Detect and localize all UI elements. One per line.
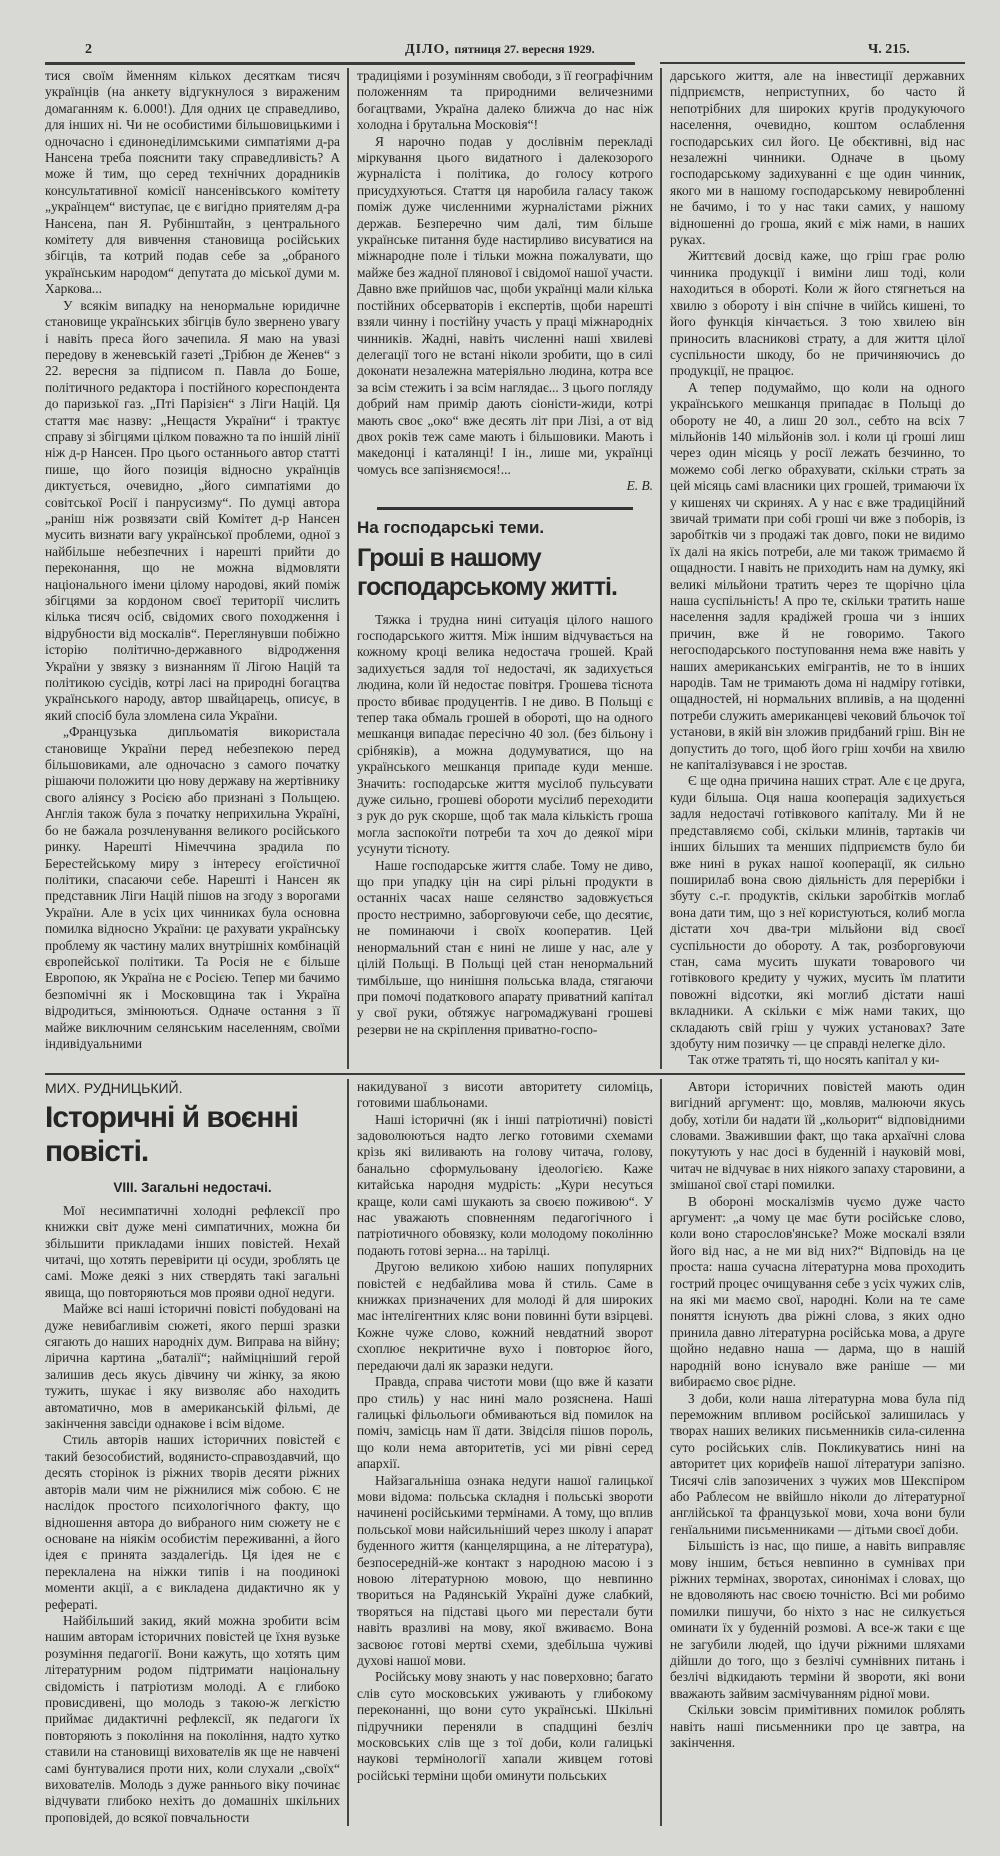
- article-subtitle: VIII. Загальні недостачі.: [113, 1179, 272, 1195]
- paragraph: А тепер подумаймо, що коли на одного українського мешканця припадає в Польщі до обороту не 40, а лиш 20 зол., себто на всіх 7 мільйонів 140 мільйонів зол. і коли ці гроші лиш через один місяць у росії лежать безчинно, то можемо собі легко обрахувати, скільки страть за цей місяць самі власники цих грошей, тримаючи їх у кишенях чи скринях. А у нас є вже традиційний звичай тримати при собі гроші чи вже з поборів, із заробітків чи з продажі так довго, поки не видимо їх далі на якісь потреби, але ми також тримаємо й ощадности. І навіть не приходить нам на думку, які великі мільйони тратить через те щорічно ціла наша суспільність! А про те, скільки тратить наше населення задля крадіжей гроша чи з інших причин, вже й не говоримо. Такого негосподарського поступовання нема вже навіть у наших американських емігрантів, не то в інших народів. Там не тримають дома ні надміру готівки, ощадностей, ні нормальних впливів, а на щоденні потреби служить американцеві чековий бльочок тої установи, в якій він зложив придбаний гріш. Він не допустить до того, щоб його гріш хочби на хвилю не капіталізувався і не зростав.: [670, 379, 965, 773]
- paragraph: Найбільший закид, який можна зробити всім нашим авторам історичних повістей це їхня вузьке розуміння педагогії. Вони кажуть, що хотять цим літературним родом підтримати національну свідомість і патріотизм молоді. А є глибоко провисдивені, що молодь з такою-ж легкістю приймає дидактичні рефлексії, як педагоги їх повторяють з покоління на покоління, надто хутко ставили на становищі вихователів як ще не навчені самі бунтувалися проти них, коли слухали „своїх“ вихователів. Молодь з дуже раннього віку починає відчувати глибоко нехіть до домашніх шкільних проповідей, до всякої повчальности: [45, 1612, 340, 1825]
- paragraph: Російську мову знають у нас поверховно; багато слів суто московських уживають у глибокому переконанні, що вони суто українські. Шкільні підручники переняли в спадщині безліч московських слів ще з тої доби, коли галицькі наукові термінології хапали живцем готові російські терміни щоби оминути польських: [357, 1669, 653, 1783]
- bottom-left-column: [45, 1079, 347, 1826]
- paragraph: Стиль авторів наших історичних повістей є такий безособистий, водянисто-справоздавчий, що десять сторінок із ріжних творів десяти ріжних авторів мали чим не ріжнилися між собою. Є не наслідок простого психологічного факту, що відношення автора до вибраного ним сюжету не є основане на ніякім особистім переживанні, а його ідея є принята заздалегідь. Ця ідея не є переклалена на ніжки типів і на поодинокі моменти акції, а є викладена дидактично як у рефераті.: [45, 1432, 340, 1612]
- paragraph: дарського життя, але на інвестиції державних підприємств, неприступних, бо часто й непотрібних для широких кругів продукуючого населення, очевидно, коштом ослаблення господарських сил його. Це обєктивні, від нас незалежні чинники. Одначе в цьому господарському задихуванні є ще один чинник, якого ми в нашому господарському невиробленні не бачимо, і то у нас таки самих, у нашому відношенні до гроша, який є між нами, в наших руках.: [670, 68, 965, 248]
- article-headline: Гроші в нашому господарському житті.: [357, 543, 617, 601]
- paragraph: накидуваної з висоти авторитету силоміць, готовими шабльонами.: [357, 1078, 653, 1111]
- top-section: [45, 68, 965, 1069]
- paragraph: тися своїм йменням кількох десяткам тисяч українців (на анкету відгукнулося з вираженим домаганням к. 6.000!). Для одних це справедливо, для інших ні. Чи не особистими більшовицькими і одночасно і єдинонеділимськими симпатіями д-ра Нансена треба пояснити таку справедливість? А може й тим, що серед технічних дорадників консультативної комісії нансенівського комітету „українцем“ виступає, це є вигідно приятелям д-ра Нансена, пан Я. Рубінштайн, з центрального комітету для вивчення становища російських збігців, та котрий подав себе за „обраного українським народом“ депутата до міської думи м. Харкова...: [45, 68, 340, 297]
- section-rule: [45, 1073, 965, 1075]
- paragraph: В обороні москалізмів чуємо дуже часто аргумент: „а чому це має бути російське слово, коли воно старослов'янське? Може москалі взяли його від нас, а не ми від них?“ Відповідь на це проста: наша сучасна літературна мова проходить гострий процес очищування себе з усіх чужих слів, на які ми маємо свої, народні. Коли на те саме поняття існують два ріжні слова, з яких одно принила давно літературна російська мова, а друге щойно недавно наша — дарма, що в нашій народній воно існувало вже раніше — ми вибираємо своє рідне.: [670, 1193, 965, 1390]
- top-right-column: [660, 68, 965, 1069]
- paragraph: Я нарочно подав у дослівнім перекладі міркування цього видатного і далекозорого журналіста і політика, до голосу котрого присудхуються. Стаття ця наробила галасу також поміж дуже численними журналістами ріжних держав. Безперечно чим далі, тим більше українське питання буде настирливо висуватися на міжнародне поле і тільки можна пожалувати, що майже без жадної плянової і свідомої нашої участи. Давно вже прийшов час, щоби українці мали кілька постійних обсерваторів і експертів, щоби нарешті взяли чинну і постійну участь у праці міжнародніх чинників. Жадні, навіть численні наші хвилеві делегації того не встані ніколи зробити, що в силі доконати незалежна матеріяльно людина, котра все за всім стежить і за всім наглядає... З цього погляду добрий нам примір дають сіоністи-жиди, котрі мають своє „око“ вже десять літ при Лізі, а от від двох років теж саме мають і більшовики. Мають і македонці і каталянці! І ін., лише ми, українці чомусь все запізняємося!...: [357, 133, 653, 477]
- paragraph: Так отже тратять ті, що носять капітал у ки-: [688, 1052, 940, 1068]
- paragraph: „Французька дипльоматія використала становище України перед небезпекою перед більшовиками, але одночасно з самого початку рішаючи положити цю нову державу на жертівнику свого аліянсу з Росією або признані з Польщею. Англія також була з початку неприхильна Україні, бо не бажала розчленування великого російського ринку. Нарешті Німеччина зрадила по Берестейському миру з інтересу егоїстичної політики, спасаючи себе. Нарешті і Нансен як представник Ліги Націй пішов на згоду з ворогами України. Але в усіх цих чинниках була основна помилка відносно України: це рахувати українську проблему як частину малих внутрішніх комбінацій європейської політики. Та Росія не є більше Европою, як Україна не є Росією. Тепер ми бачимо безпомічні як і Московщина так і Україна відродиться, змінюються. Одначе остання з її майже виключним селянським населенням, своїми індивідуальними: [45, 724, 340, 1051]
- paragraph: З доби, коли наша літературна мова була під переможним впливом російської залишилась у творах наших великих письменників сила-силенна суто російських слів. Покликуватись нині на авторитет цих корифеїв нашої літератури запізно. Тисячі слів запозичених з чужих мов Шекспіром або Раблесом не ввійшло ніколи до літературної англійської та французької мови, хоча вони були генїальними письменниками — дітьми своєї доби.: [670, 1390, 965, 1537]
- article-separator: [377, 507, 633, 510]
- article-author: МИХ. РУДНИЦЬКИЙ.: [45, 1079, 183, 1096]
- paragraph: Скільки зовсім примітивних помилок роблять навіть наші письменники про це завтра, на закінчення.: [670, 1702, 965, 1751]
- paragraph: Більшість із нас, що пише, а навіть виправляє мову іншим, бється невпинно в сумнівах при ріжних термінах, зворотах, синонімах і словах, що не вдоволяють нас своєю точністю. Всі ми робимо помилки пишучи, бо ніхто з нас не силкується оминати їх у буденній розмові. А все-ж таки є ще не загубили людей, що ідучи ріжними шляхами дійшли до того, що з безлічі сумнівних питань і безлічі відкидають терміни й звороти, які вони вважають зайвим засмічуванням рідної мови.: [670, 1538, 965, 1701]
- paragraph: традиціями і розумінням свободи, з її географічним положенням та природними величезними богацтвами, Україна далеко ближча до нас ніж холодна і брутальна Московія“!: [357, 68, 653, 133]
- bottom-right-column: [660, 1079, 965, 1826]
- top-middle-column: [347, 68, 660, 1069]
- page-number: 2: [85, 42, 92, 57]
- page-header: [0, 0, 1000, 62]
- bottom-section: [45, 1079, 965, 1826]
- paragraph: Життєвий досвід каже, що гріш грає ролю чинника продукції і виміни лиш тоді, коли находиться в обороті. Коли ж його стягнеться на хвилю з обороту і він спічне в чиїйсь кишені, то його функція кінчається. З тою хвилею він приносить власникові страту, а для життя цілої суспільности шкоду, бо не причиняючись до продукції, не працює.: [670, 248, 965, 379]
- masthead: [405, 42, 595, 58]
- header-rule: [45, 62, 635, 65]
- paragraph: Майже всі наші історичні повісті побудовані на дуже невибагливім сюжеті, якого перші зразки сягають до наших народніх дум. Виправа на війну; лірична картина „баталії“; найміцніший герой залишив десь якусь дівчину чи жінку, за якою тужить, шукає і яку визволяє або находить автоматично, мов в американській фільмі, де закінчення завсіди однакове і всім відоме.: [45, 1301, 340, 1432]
- paragraph: У всякім випадку на ненормальне юридичне становище українських збігців було звернено увагу і навіть преса його зачепила. Я маю на увазі передову в женевській газеті „Трібюн де Женев“ з 22. вересня за підписом п. Павла до Боше, політичного редактора і постійного кореспондента до паризької газ. „Пті Парізієн“ з Ліги Націй. Ця стаття має назву: „Нещастя України“ і трактує справу зі збігцями цілком поважно та по іншій лінії ніж д-р Нансен. Про цього останнього автор статті пише, що його позиція відносно українців диктується, очевидно, „його симпатіями до совітської Росії і панрусизму“. По думці автора „раніш ніж розвязати свій Комітет д-р Нансен мусить визнати вагу української проблеми, одної з найбільше небезпечних і нарешті прийти до переконання, що не можна відмовляти національного імени цілому народові, який поміж збігцями за кордоном своєї території числить кілька тисяч осіб, свідомих свого походження і відрубности від москалів“. Переглянувши побіжно історію політично-державного відродження України у звязку з визнанням її Лігою Націй та політикою сусідів, котрі ласі на природні богацтва українського народу, автор швайцарець, описує, в який спосіб була зломлена сила України.: [45, 297, 340, 723]
- paragraph: Другою великою хибою наших популярних повістей є недбайлива мова й стиль. Саме в книжках призначених для молоді й для широких мас інтелігентних кляс вони повинні бути взірцеві. Кожне чуже слово, кожний невдатний зворот схоплює некритичне вухо і повторює його, передаючи далі як заразки недуги.: [357, 1259, 653, 1373]
- article-headline: Історичні й воєнні повісті.: [45, 1100, 298, 1168]
- paragraph: Наше господарське життя слабе. Тому не диво, що при упадку цін на сирі рільні продукти в останніх часах наше селянство задовжується просто нестримно, заборговуючи себе, що десятиє, не поминаючи і своїх кооператив. Цей ненормальний стан є нині не лише у нас, але у цілій Польщі. В Польщі цей стан ненормальний тимбільше, що нинішня польська влада, стягаючи при помочі податкового апарату приватний капітал у свої руки, обтяжує нагромаджувані грошеві резерви не на скріплення приватно-госпо-: [357, 857, 653, 1037]
- bottom-middle-column: [347, 1079, 660, 1826]
- paragraph: Правда, справа чистоти мови (що вже й казати про стиль) у нас нині мало розяснена. Наші галицькі фільольоги обмиваються від помилок на поміч, замісць нам її дати. Звідсіля пішов пороль, що коли нема авторитетів, усі ми рівні серед апархії.: [357, 1374, 653, 1472]
- signature: Е. В.: [626, 478, 653, 494]
- paragraph: Найзагальніша ознака недуги нашої галицької мови відома: польська складня і польські звороти начинені російськими термінами. А тому, що вплив польської мови найсильніший через школу і апарат буденного життя (канцелярщина, а не література), безпосередній-же контакт з народною масою і з новою літературною мовою, що невпинно твориться на Радянській Україні дуже слабкий, творяться на підставі цього ми перестали бути навіть вразливі на мову, якої вживаємо. Вона засвоює готові мертві схеми, здебільша чуживі духові нашої мови.: [357, 1472, 653, 1668]
- header-rules: [0, 62, 1000, 68]
- issue-date: пятниця 27. вересня 1929.: [454, 42, 595, 56]
- top-left-column: [45, 68, 347, 1069]
- issue-number: Ч. 215.: [868, 42, 910, 57]
- header-rule: [660, 62, 965, 64]
- paragraph: Наші історичні (як і інші патріотичні) повісті задоволюються надто легко готовими схемами крізь які виливають на голову читача, голову, банально сформульовану ідеологією. Каже китайська народня мудрість: „Кури несуться краще, коли самі шукають за своєю поживою“. У нас уважають сповненням педагогічного і патріотичного обовязку, коли молодому поколінню подають готові зерна... на тарілці.: [357, 1111, 653, 1258]
- paragraph: Є ще одна причина наших страт. Але є це друга, куди більша. Оця наша кооперація задихується задля недостачі готівкового капіталу. Ми й не представляємо собі, скільки млинів, тартаків чи інших більших та менших підприємств було би вже нині в руках нашої кооперації, як сильно поширилаб вона свою діяльність для перерібки і збуту с.-г. продуктів, скільки заробітків моглаб вона дати тим, що з неї користуються, колиб могла дістати хоч два-три мільйони від своєї суспільности до обороту. А так, розборговуючи стан, сама мусить шукати товарового чи готівкового кредиту у чужих, мусить їм платити повожні відсотки, які моглиб дістати наші вкладники. А скільки є між нами таких, що складають свій гріш у чужих установах? Зате здобуту ним позичку — це справді нелегке діло.: [670, 773, 965, 1051]
- paragraph: Мої несимпатичні холодні рефлексії про книжки світ дуже мені симпатичних, можна би збільшити прикладами інших повістей. Нехай читачі, що хотять перевірити ці осуди, зроблять це самі. Може деякі з них ствердять такі загальні явища, що повторяються мов прояви одної недуги.: [45, 1202, 340, 1300]
- section-rubric: На господарські теми.: [357, 517, 545, 537]
- paragraph: Тяжка і трудна нині ситуація цілого нашого господарського життя. Між іншим відчувається на кожному кроці велика недостача грошей. Край задихується задля тої недостачі, як задихується людина, коли їй недостає повітря. Грошева тіснота просто вбиває продуцентів. І не диво. В Польщі є тепер така обмаль грошей в обороті, що на одного мешканця випадає пересічно 40 зол. (без більону і срібняків), а можна додумуватися, що на українського мешканця припаде куди менше. Значить: господарське життя мусілоб пульсувати дуже сильно, грошеві обороти мусілиб переходити з рук до рук скорше, щоб так мала кількість гроша могла заспокоїти потреби та хоч до деякої міри усунути тісноту.: [357, 611, 653, 857]
- paragraph: Автори історичних повістей мають один вигідний аргумент: що, мовляв, малюючи якусь добу, хотіли би надати їй „кольорит“ відповідними словами. Зважившии факт, що така архаїчні слова покутують у нас досі в буденній і науковій мові, читач не відчуває в них ніякого запаху старовини, а змішаної свої старі помилки.: [670, 1078, 965, 1193]
- newspaper-name: ДІЛО,: [405, 42, 450, 57]
